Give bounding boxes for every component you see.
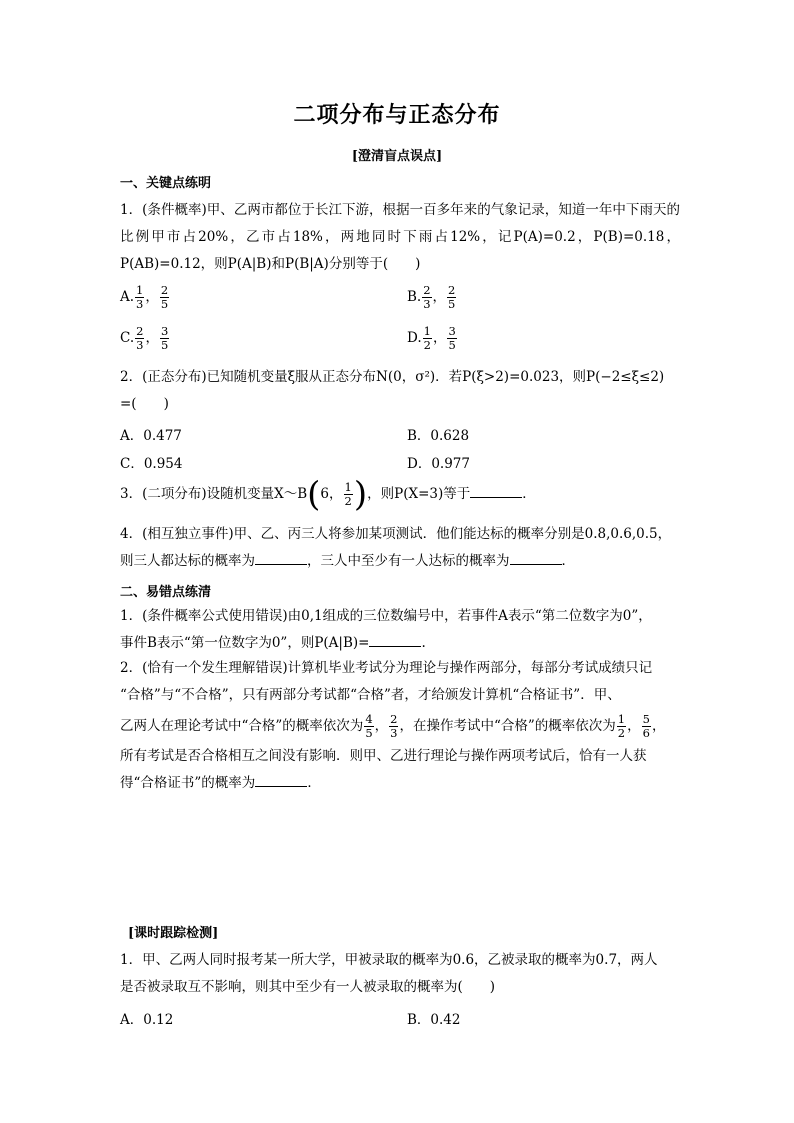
- k1-option-a: A．0.12: [120, 1012, 174, 1028]
- q1-option-c: C. $\frac{2}{3}$ ， $\frac{3}{5}$: [120, 324, 169, 352]
- q1-option-a: A. $\frac{1}{3}$ ， $\frac{2}{5}$: [120, 283, 169, 311]
- q2-option-d: D．0.977: [407, 456, 470, 472]
- answer-blank[interactable]: [255, 773, 307, 787]
- k1-option-b: B．0.42: [407, 1012, 461, 1028]
- q2-option-c: C．0.954: [120, 456, 183, 472]
- question-2-text: 2．(正态分布)已知随机变量ξ服从正态分布N(0，σ²)．若P(ξ>2)=0.023，则P(−2≤ξ≤2): [120, 369, 665, 385]
- practice-question-1: 1．甲、乙两人同时报考某一所大学，甲被录取的概率为0.6，乙被录取的概率为0.7，两人 是否被录取互不影响，则其中至少有一人被录取的概率为( ): [120, 952, 658, 995]
- page-title: 二项分布与正态分布: [293, 102, 501, 128]
- question-4: 4．(相互独立事件)甲、乙、丙三人将参加某项测试．他们能达标的概率分别是0.8,0.6,0.5， 则三人都达标的概率为 ，三人中至少有一人达标的概率为 ．: [120, 526, 672, 569]
- answer-blank[interactable]: [510, 551, 562, 565]
- question-2-line2: =( ): [120, 396, 169, 412]
- q2-option-a: A．0.477: [120, 428, 182, 444]
- section-heading-1: 一、关键点练明: [120, 176, 212, 191]
- q2-option-b: B．0.628: [407, 428, 470, 444]
- answer-blank[interactable]: [255, 551, 307, 565]
- question-3: 3．(二项分布)设随机变量X～B(6， $\frac{1}{2}$ )，则P(X=3)等于 ．: [120, 474, 536, 515]
- question-2: [120, 364, 680, 418]
- question-1-text: 1．(条件概率)甲、乙两市都位于长江下游，根据一百多年来的气象记录，知道一年中下雨天的比例甲市占20%，乙市占18%，两地同时下雨占12%，记: [120, 202, 680, 245]
- q1-option-d: D. $\frac{1}{2}$ ， $\frac{3}{5}$: [407, 324, 456, 352]
- answer-blank[interactable]: [470, 484, 522, 498]
- question-1: [120, 197, 680, 278]
- error-question-1: 1．(条件概率公式使用错误)由0,1组成的三位数编号中，若事件A表示“第二位数字为0”， 事件B表示“第一位数字为0”，则P(A|B)= .: [120, 608, 652, 651]
- q1-option-b: B. $\frac{2}{3}$ ， $\frac{2}{5}$: [407, 283, 456, 311]
- section-heading-2: 二、易错点练清: [120, 585, 212, 600]
- error-question-2: 2．(恰有一个发生理解错误)计算机毕业考试分为理论与操作两部分，每部分考试成绩只记 “合格”与“不合格”，只有两部分考试都“合格”者，才给颁发计算机“合格证书”．甲、 乙两人在理论考试中“合格”的概率依次为 $\frac{4}{5}$ ， $\frac{2}{3}$ ，在操作考试中“合格”的概率依次为 $\frac{1}{2}$ ， $\frac{5}{6}$ ， 所有考试是否合格相互之间没有影响．则甲、乙进行理论与操作两项考试后，恰有一人获 得“合格证书”的概率为 ．: [120, 660, 666, 791]
- question-1-tail: P(A)=0.2，P(B)=0.18，P(AB)=0.12，则P(A|B)和P(B|A)分别等于( ): [120, 229, 680, 272]
- answer-blank[interactable]: [369, 633, 421, 647]
- subtitle: [澄清盲点误点]: [351, 149, 443, 164]
- section-tag: [课时跟踪检测]: [128, 926, 219, 941]
